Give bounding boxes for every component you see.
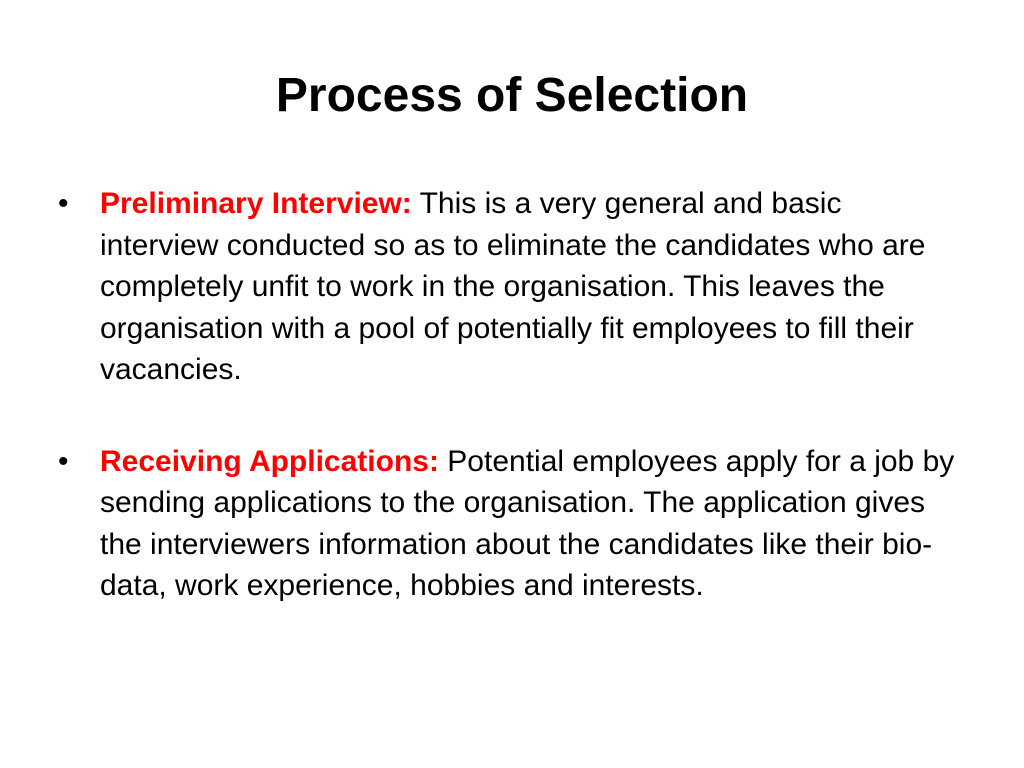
- bullet-dot-icon: •: [58, 187, 69, 220]
- bullet-list: [56, 183, 956, 607]
- bullet-item: [56, 441, 956, 607]
- bullet-text: Potential employees apply for a job by sending applications to the organisation. The application gives the interviewers information about the candidates like their bio-data, work experience, hobbies and interests.: [100, 444, 955, 602]
- bullet-item: [56, 183, 956, 391]
- slide-title: Process of Selection: [275, 69, 749, 122]
- bullet-term: Receiving Applications:: [100, 444, 439, 478]
- bullet-dot-icon: •: [58, 444, 69, 478]
- bullet-term: Preliminary Interview:: [100, 187, 412, 220]
- bullet-text: This is a very general and basic interview conducted so as to eliminate the candidates who are completely unfit to work in the organisation. This leaves the organisation with a pool of potentially fit employees to fill their vacancies.: [100, 187, 926, 386]
